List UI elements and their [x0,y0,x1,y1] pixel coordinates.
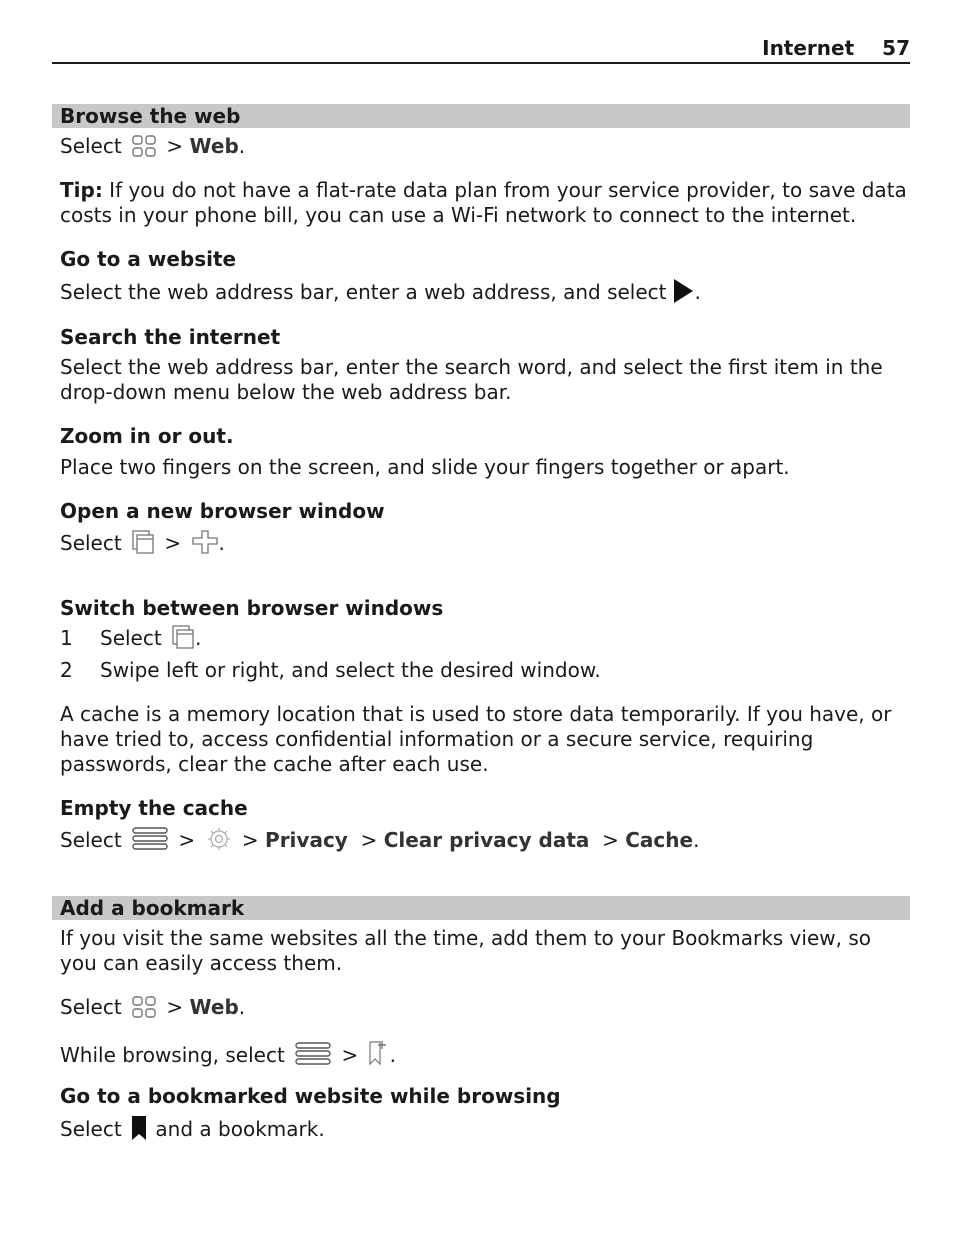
cache-intro-paragraph: A cache is a memory location that is used to store data temporarily. If you have, or have tried to, access confidential information or a secure service, requiring passwords, clear the cache after each use. [60,702,892,776]
header-rule [52,62,910,64]
running-head [762,36,910,64]
app-grid-icon [131,995,157,1019]
tip-label: Tip: [60,178,103,202]
go-arrow-icon [671,278,695,304]
go-to-bookmark-line: Select and a bookmark. [60,1117,325,1141]
chapter-title: Internet [762,36,855,60]
switch-step-2: 2 Swipe left or right, and select the desired window. [60,658,601,682]
new-window-select-line: Select > . [60,531,225,555]
menu-icon [131,826,169,852]
settings-gear-icon [205,826,233,852]
step-number: 2 [60,658,73,682]
cache-label: Cache [625,828,694,852]
bookmark-icon [131,1115,147,1141]
heading-go-to-bookmark: Go to a bookmarked website while browsing [60,1084,561,1108]
app-grid-icon [131,134,157,158]
bookmark-intro-paragraph: If you visit the same websites all the time, add them to your Bookmarks view, so you can easily access them. [60,926,871,975]
windows-icon [171,624,195,650]
search-internet-text: Select the web address bar, enter the search word, and select the first item in the drop-down menu below the web address bar. [60,355,883,404]
menu-icon [294,1041,332,1067]
heading-go-to-website: Go to a website [60,247,237,271]
step-number: 1 [60,626,73,650]
heading-search-internet: Search the internet [60,325,281,349]
privacy-label: Privacy [265,828,348,852]
tip-paragraph: Tip: If you do not have a flat-rate data plan from your service provider, to save data costs in your phone bill, you can use a Wi-Fi network to connect to the internet. [60,178,907,227]
zoom-text: Place two fingers on the screen, and slide your fingers together or apart. [60,455,790,479]
web-app-label: Web [189,134,239,158]
clear-privacy-data-label: Clear privacy data [383,828,590,852]
page-number: 57 [882,36,910,60]
browse-select-line: Select > Web. [60,134,246,158]
switch-step-1: 1 Select . [60,626,202,650]
heading-empty-cache: Empty the cache [60,796,248,820]
section-title-add-bookmark: Add a bookmark [52,896,910,920]
bookmark-select-web-line: Select > Web. [60,995,246,1019]
heading-new-browser-window: Open a new browser window [60,499,385,523]
heading-switch-windows: Switch between browser windows [60,596,444,620]
web-app-label: Web [189,995,239,1019]
windows-icon [131,529,155,555]
heading-zoom: Zoom in or out. [60,424,234,448]
while-browsing-line: While browsing, select > . [60,1039,910,1068]
add-bookmark-icon [368,1039,390,1067]
empty-cache-select-line: Select > > Privacy > Clear privacy data > Cache. [60,828,700,852]
go-to-website-text: Select the web address bar, enter a web address, and select . [60,280,701,304]
add-window-icon [191,529,219,555]
section-title-browse-the-web: Browse the web [52,104,910,128]
